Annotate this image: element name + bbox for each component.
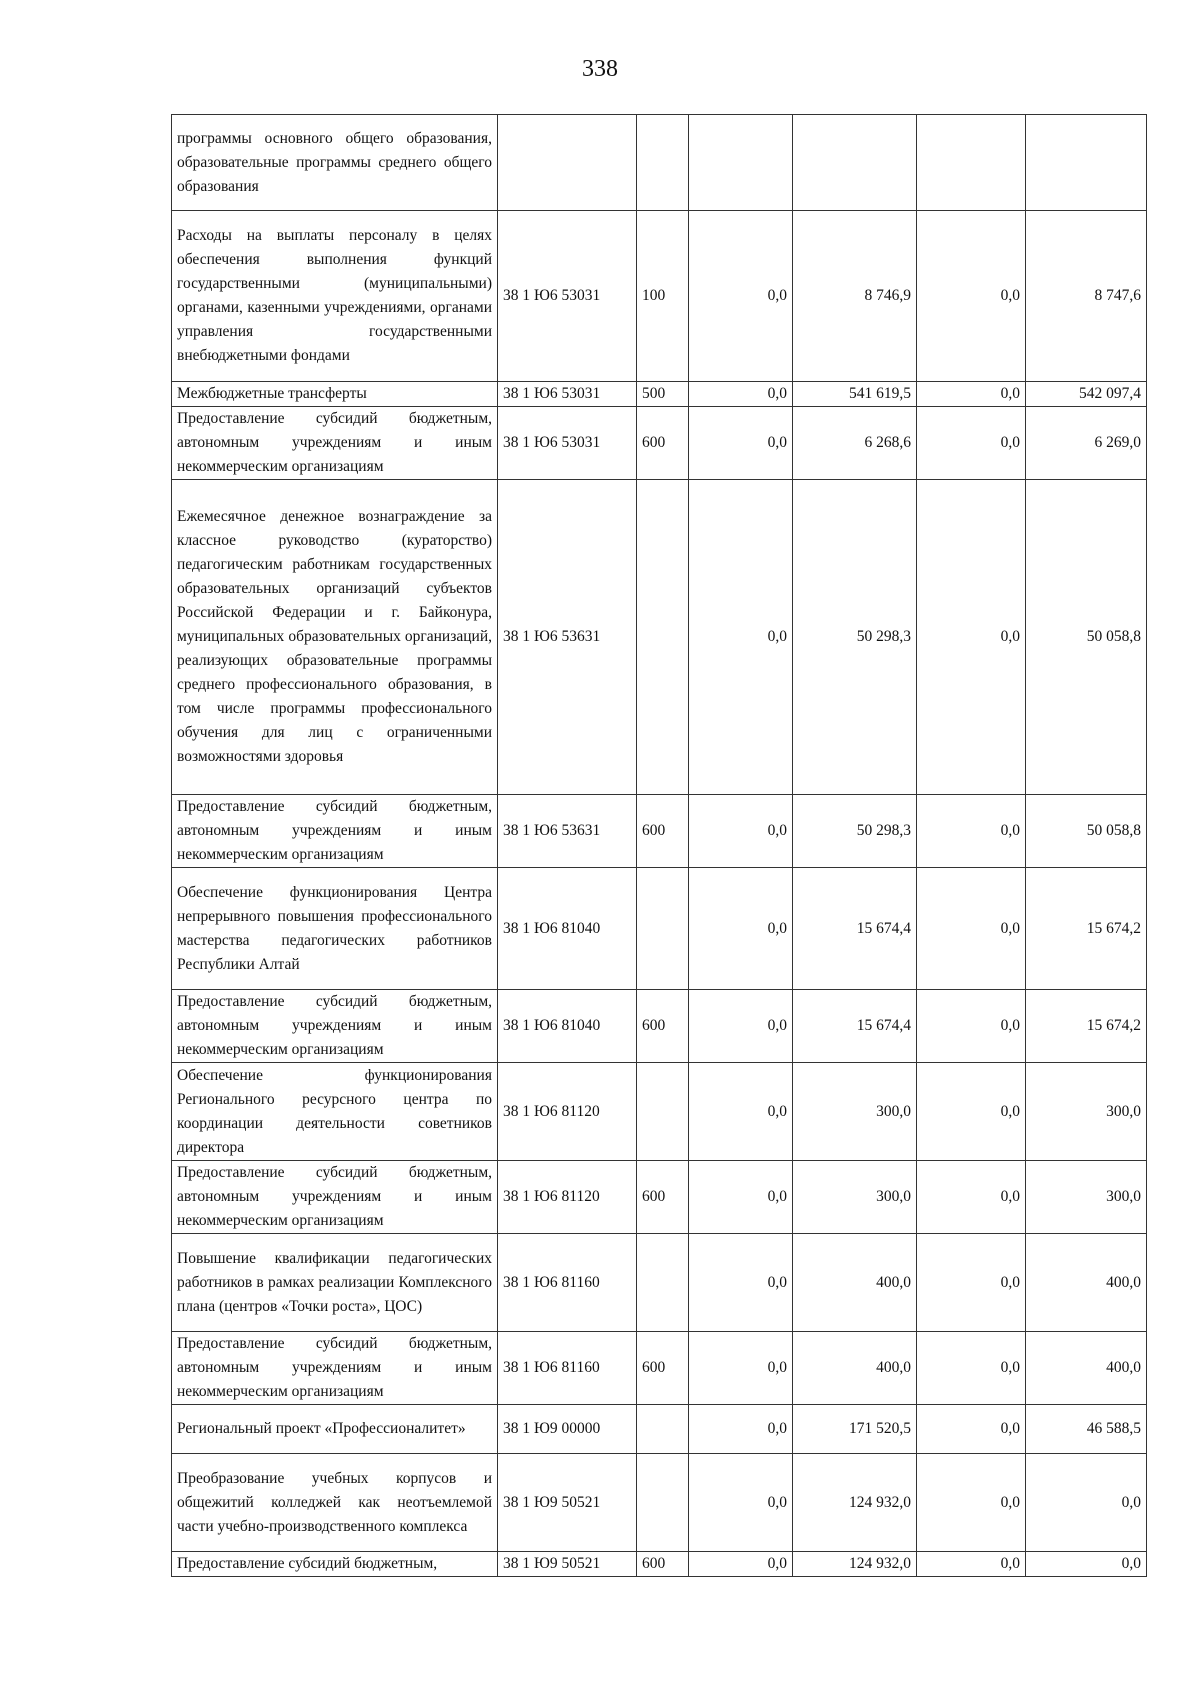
value-col-4: 300,0: [1026, 1063, 1147, 1161]
value-col-4: 15 674,2: [1026, 990, 1147, 1063]
target-code: 38 1 Ю9 50521: [498, 1552, 637, 1577]
target-code: 38 1 Ю6 53031: [498, 211, 637, 382]
value-col-2: 300,0: [793, 1161, 917, 1234]
value-col-3: [917, 115, 1026, 211]
value-col-3: 0,0: [917, 795, 1026, 868]
value-col-2: 541 619,5: [793, 382, 917, 407]
expense-name: Предоставление субсидий бюджетным, автономным учреждениям и иным некоммерческим организациям: [172, 1332, 498, 1405]
target-code: 38 1 Ю6 81160: [498, 1332, 637, 1405]
expense-name: Предоставление субсидий бюджетным, автономным учреждениям и иным некоммерческим организациям: [172, 407, 498, 480]
value-col-1: 0,0: [689, 1161, 793, 1234]
expense-type-code: 500: [637, 382, 689, 407]
table-row: [172, 407, 1147, 480]
value-col-4: 0,0: [1026, 1454, 1147, 1552]
table-row: [172, 382, 1147, 407]
value-col-3: 0,0: [917, 1552, 1026, 1577]
table-row: [172, 1454, 1147, 1552]
value-col-3: 0,0: [917, 382, 1026, 407]
value-col-4: 400,0: [1026, 1332, 1147, 1405]
table-row: [172, 115, 1147, 211]
expense-name: Обеспечение функционирования Регионального ресурсного центра по координации деятельности советников директора: [172, 1063, 498, 1161]
value-col-4: [1026, 115, 1147, 211]
target-code: 38 1 Ю6 81040: [498, 990, 637, 1063]
target-code: 38 1 Ю9 00000: [498, 1405, 637, 1454]
value-col-4: 50 058,8: [1026, 480, 1147, 795]
value-col-1: 0,0: [689, 868, 793, 990]
value-col-3: 0,0: [917, 1405, 1026, 1454]
expense-name: Предоставление субсидий бюджетным, автономным учреждениям и иным некоммерческим организациям: [172, 795, 498, 868]
expense-name: программы основного общего образования, образовательные программы среднего общего образования: [172, 115, 498, 211]
expense-type-code: [637, 1405, 689, 1454]
value-col-1: 0,0: [689, 1332, 793, 1405]
target-code: 38 1 Ю6 53031: [498, 382, 637, 407]
target-code: [498, 115, 637, 211]
table-row: [172, 1063, 1147, 1161]
page-number: 338: [582, 56, 618, 82]
value-col-1: 0,0: [689, 382, 793, 407]
value-col-1: 0,0: [689, 211, 793, 382]
target-code: 38 1 Ю6 81160: [498, 1234, 637, 1332]
value-col-1: 0,0: [689, 1454, 793, 1552]
expense-name: Преобразование учебных корпусов и общежитий колледжей как неотъемлемой части учебно-производственного комплекса: [172, 1454, 498, 1552]
value-col-4: 46 588,5: [1026, 1405, 1147, 1454]
table-row: [172, 868, 1147, 990]
target-code: 38 1 Ю6 81040: [498, 868, 637, 990]
table-row: [172, 795, 1147, 868]
value-col-3: 0,0: [917, 480, 1026, 795]
expense-type-code: [637, 1454, 689, 1552]
expense-name: Предоставление субсидий бюджетным, автономным учреждениям и иным некоммерческим организациям: [172, 1161, 498, 1234]
target-code: 38 1 Ю6 81120: [498, 1161, 637, 1234]
expense-type-code: [637, 480, 689, 795]
budget-table: [171, 114, 1147, 1577]
value-col-3: 0,0: [917, 407, 1026, 480]
value-col-4: 542 097,4: [1026, 382, 1147, 407]
value-col-2: 15 674,4: [793, 868, 917, 990]
expense-name: Межбюджетные трансферты: [172, 382, 498, 407]
expense-type-code: 600: [637, 1161, 689, 1234]
value-col-1: 0,0: [689, 1234, 793, 1332]
value-col-3: 0,0: [917, 868, 1026, 990]
value-col-2: 50 298,3: [793, 480, 917, 795]
value-col-1: 0,0: [689, 1405, 793, 1454]
value-col-1: 0,0: [689, 480, 793, 795]
value-col-2: 124 932,0: [793, 1552, 917, 1577]
value-col-1: 0,0: [689, 1552, 793, 1577]
expense-name: Ежемесячное денежное вознаграждение за классное руководство (кураторство) педагогическим работникам государственных образовательных организаций субъектов Российской Федерации и г. Байконура, муниципальных образовательных организаций, реализующих образовательные программы среднего профессионального образования, в том числе программы профессионального обучения для лиц с ограниченными возможностями здоровья: [172, 480, 498, 795]
expense-name: Предоставление субсидий бюджетным, автономным учреждениям и иным некоммерческим организациям: [172, 990, 498, 1063]
expense-type-code: 600: [637, 990, 689, 1063]
expense-type-code: 100: [637, 211, 689, 382]
target-code: 38 1 Ю6 53631: [498, 480, 637, 795]
value-col-2: 50 298,3: [793, 795, 917, 868]
value-col-3: 0,0: [917, 1332, 1026, 1405]
expense-name: Расходы на выплаты персоналу в целях обеспечения выполнения функций государственными (муниципальными) органами, казенными учреждениями, органами управления государственными внебюджетными фондами: [172, 211, 498, 382]
value-col-3: 0,0: [917, 990, 1026, 1063]
value-col-4: 400,0: [1026, 1234, 1147, 1332]
expense-name: Предоставление субсидий бюджетным,: [172, 1552, 498, 1577]
value-col-1: 0,0: [689, 990, 793, 1063]
value-col-2: 15 674,4: [793, 990, 917, 1063]
table-row: [172, 1234, 1147, 1332]
value-col-3: 0,0: [917, 1063, 1026, 1161]
value-col-1: [689, 115, 793, 211]
table-row: [172, 480, 1147, 795]
value-col-1: 0,0: [689, 1063, 793, 1161]
value-col-2: 300,0: [793, 1063, 917, 1161]
expense-type-code: [637, 868, 689, 990]
table-row: [172, 1161, 1147, 1234]
table-row: [172, 1332, 1147, 1405]
value-col-4: 0,0: [1026, 1552, 1147, 1577]
target-code: 38 1 Ю6 81120: [498, 1063, 637, 1161]
expense-type-code: [637, 115, 689, 211]
value-col-1: 0,0: [689, 407, 793, 480]
expense-type-code: [637, 1063, 689, 1161]
value-col-2: 171 520,5: [793, 1405, 917, 1454]
value-col-2: 6 268,6: [793, 407, 917, 480]
value-col-2: 400,0: [793, 1332, 917, 1405]
value-col-4: 8 747,6: [1026, 211, 1147, 382]
value-col-4: 15 674,2: [1026, 868, 1147, 990]
expense-name: Региональный проект «Профессионалитет»: [172, 1405, 498, 1454]
expense-type-code: 600: [637, 407, 689, 480]
value-col-2: 400,0: [793, 1234, 917, 1332]
value-col-3: 0,0: [917, 1454, 1026, 1552]
expense-type-code: 600: [637, 1332, 689, 1405]
value-col-4: 6 269,0: [1026, 407, 1147, 480]
value-col-4: 300,0: [1026, 1161, 1147, 1234]
value-col-1: 0,0: [689, 795, 793, 868]
value-col-4: 50 058,8: [1026, 795, 1147, 868]
value-col-3: 0,0: [917, 1234, 1026, 1332]
target-code: 38 1 Ю9 50521: [498, 1454, 637, 1552]
value-col-2: [793, 115, 917, 211]
value-col-2: 8 746,9: [793, 211, 917, 382]
expense-type-code: 600: [637, 795, 689, 868]
table-row: [172, 211, 1147, 382]
table-row: [172, 1552, 1147, 1577]
expense-type-code: [637, 1234, 689, 1332]
expense-type-code: 600: [637, 1552, 689, 1577]
value-col-2: 124 932,0: [793, 1454, 917, 1552]
target-code: 38 1 Ю6 53031: [498, 407, 637, 480]
value-col-3: 0,0: [917, 1161, 1026, 1234]
target-code: 38 1 Ю6 53631: [498, 795, 637, 868]
expense-name: Обеспечение функционирования Центра непрерывного повышения профессионального мастерства педагогических работников Республики Алтай: [172, 868, 498, 990]
table-row: [172, 990, 1147, 1063]
expense-name: Повышение квалификации педагогических работников в рамках реализации Комплексного плана (центров «Точки роста», ЦОС): [172, 1234, 498, 1332]
table-row: [172, 1405, 1147, 1454]
table-body: [172, 115, 1147, 1577]
value-col-3: 0,0: [917, 211, 1026, 382]
